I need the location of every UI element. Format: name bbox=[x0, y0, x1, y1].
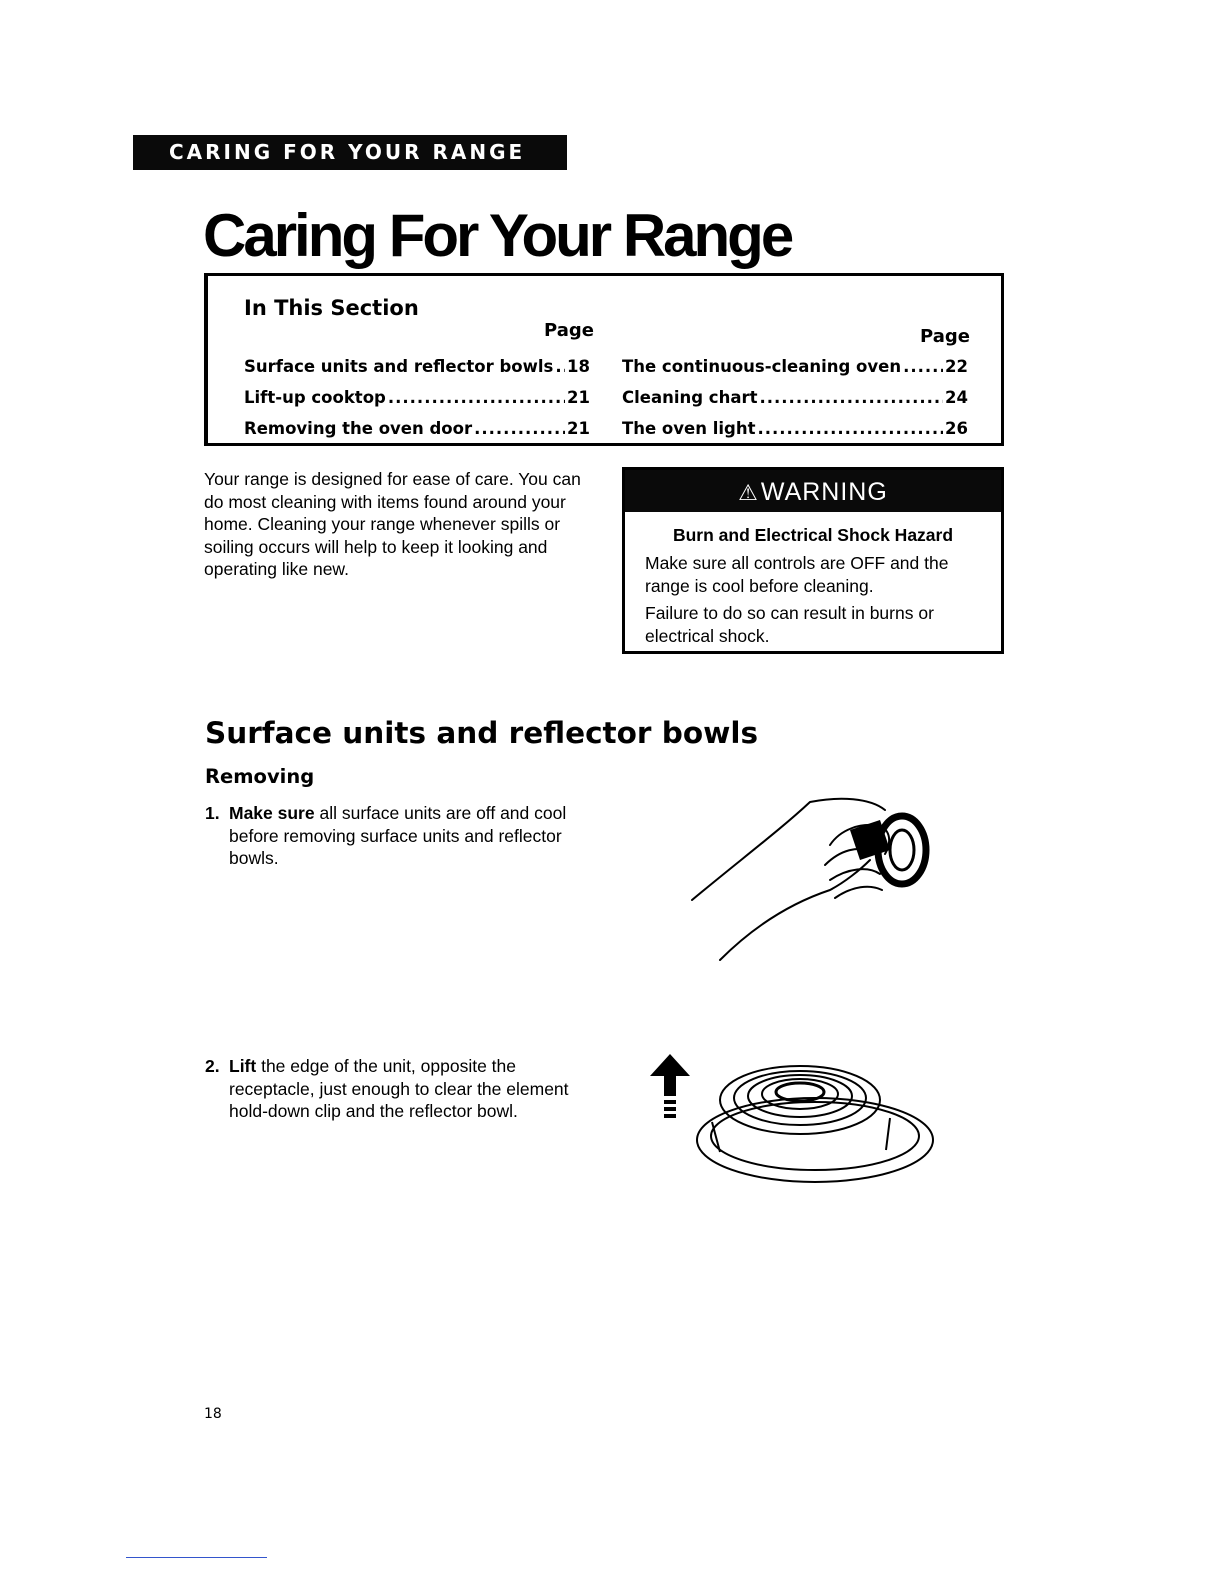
intro-paragraph: Your range is designed for ease of care. You can do most cleaning with items found around your home. Cleaning your range whenever spills or soiling occurs will help to keep it looking and operating like new. bbox=[204, 469, 581, 579]
toc-entry-page: 18 bbox=[567, 357, 590, 376]
toc-entry-label: Removing the oven door bbox=[244, 419, 473, 438]
page-title: Caring For Your Range bbox=[203, 202, 792, 269]
toc-entry-label: Surface units and reflector bowls bbox=[244, 357, 554, 376]
warning-text: Failure to do so can result in burns or electrical shock. bbox=[645, 603, 934, 646]
step-lead: Lift bbox=[229, 1056, 257, 1076]
footer-rule bbox=[126, 1557, 267, 1558]
section-tab: CARING FOR YOUR RANGE bbox=[133, 135, 567, 170]
toc-page-label-left: Page bbox=[544, 320, 594, 341]
toc-column-left bbox=[244, 356, 590, 449]
toc-leader-dots bbox=[388, 387, 565, 409]
toc-entry-label: Lift-up cooktop bbox=[244, 388, 386, 407]
toc-entry-label: The oven light bbox=[622, 419, 756, 438]
toc-heading: In This Section bbox=[244, 296, 419, 320]
page-number: 18 bbox=[204, 1406, 222, 1422]
step-lead: Make sure bbox=[229, 803, 315, 823]
toc-entry-label: Cleaning chart bbox=[622, 388, 758, 407]
toc-entry-label: The continuous-cleaning oven bbox=[622, 357, 902, 376]
toc-column-right bbox=[622, 356, 968, 449]
step-item bbox=[205, 802, 585, 870]
toc-leader-dots bbox=[474, 418, 565, 440]
toc-entry[interactable] bbox=[244, 418, 590, 449]
warning-text: Make sure all controls are OFF and the range is cool before cleaning. bbox=[645, 553, 949, 596]
sub-heading: Removing bbox=[205, 765, 315, 788]
step-number: 1. bbox=[205, 803, 220, 823]
up-arrow-icon bbox=[650, 1054, 690, 1118]
toc-leader-dots bbox=[759, 387, 943, 409]
warning-box bbox=[622, 467, 1004, 654]
toc-entry-page: 26 bbox=[945, 419, 968, 438]
lifting-unit-illustration bbox=[650, 1052, 940, 1187]
step-number: 2. bbox=[205, 1056, 220, 1076]
toc-entry[interactable] bbox=[244, 387, 590, 418]
toc-page-label-right: Page bbox=[920, 326, 970, 347]
warning-header bbox=[625, 470, 1001, 512]
step-body: all surface units are off and cool before removing surface units and reflector bowls. bbox=[229, 803, 567, 868]
hand-removing-unit-illustration bbox=[680, 790, 950, 970]
toc-entry[interactable] bbox=[244, 356, 590, 387]
step-item bbox=[205, 1055, 585, 1123]
toc-leader-dots bbox=[757, 418, 943, 440]
toc-leader-dots bbox=[903, 356, 943, 378]
toc-entry-page: 21 bbox=[567, 419, 590, 438]
warning-label: WARNING bbox=[760, 478, 888, 506]
toc-entry[interactable] bbox=[622, 418, 968, 449]
step-body: the edge of the unit, opposite the receptacle, just enough to clear the element hold-down clip and the reflector bowl. bbox=[229, 1056, 569, 1121]
toc-entry-page: 22 bbox=[945, 357, 968, 376]
toc-entry[interactable] bbox=[622, 387, 968, 418]
toc-box bbox=[204, 273, 1004, 446]
toc-entry[interactable] bbox=[622, 356, 968, 387]
toc-entry-page: 24 bbox=[945, 388, 968, 407]
step-text bbox=[229, 1055, 585, 1123]
toc-leader-dots bbox=[555, 356, 565, 378]
section-heading: Surface units and reflector bowls bbox=[205, 716, 759, 750]
toc-entry-page: 21 bbox=[567, 388, 590, 407]
warning-triangle-icon: ⚠ bbox=[738, 480, 759, 505]
step-text bbox=[229, 802, 585, 870]
warning-hazard-title: Burn and Electrical Shock Hazard bbox=[672, 525, 954, 545]
